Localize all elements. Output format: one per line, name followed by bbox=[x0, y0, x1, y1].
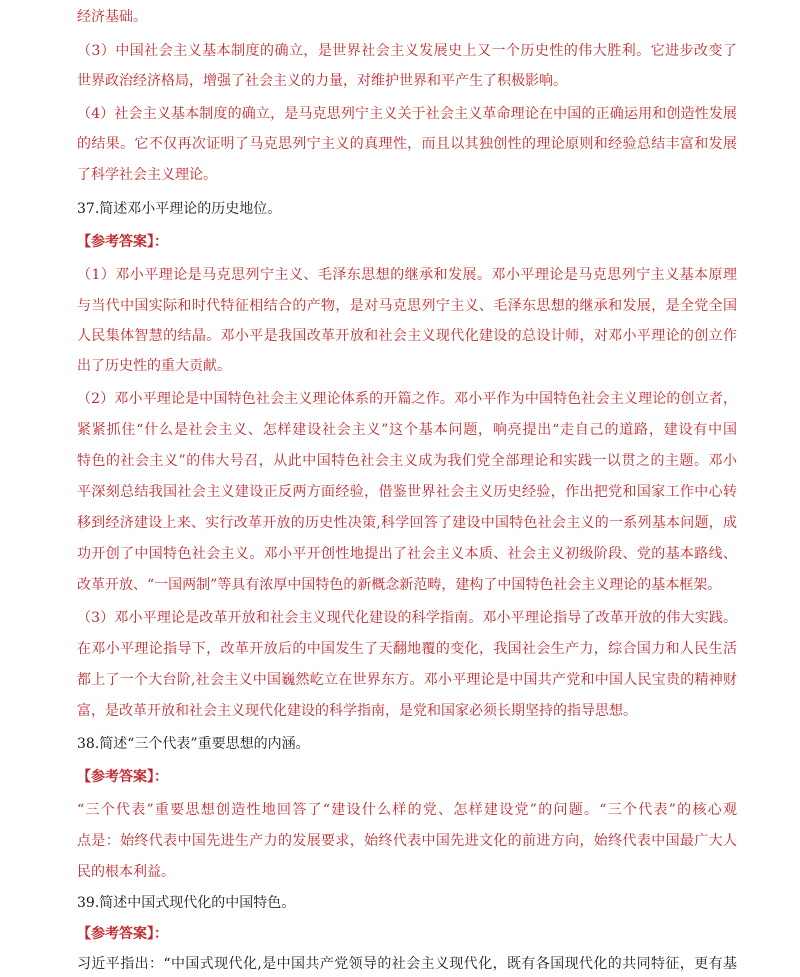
answer-line: （2）邓小平理论是中国特色社会主义理论体系的开篇之作。邓小平作为中国特色社会主义理论的创立者， bbox=[77, 391, 737, 407]
answer-line: 的结果。它不仅再次证明了马克思列宁主义的真理性，而且以其独创性的理论原则和经验总结丰富和发展 bbox=[77, 136, 737, 152]
answer-line: 移到经济建设上来、实行改革开放的历史性决策,科学回答了建设中国特色社会主义的一系列基本问题，成 bbox=[77, 515, 737, 531]
answer-line: 人民集体智慧的结晶。邓小平是我国改革开放和社会主义现代化建设的总设计师，对邓小平理论的创立作 bbox=[77, 328, 737, 344]
answer-label: 【参考答案】： bbox=[77, 769, 168, 785]
answer-line: （3）中国社会主义基本制度的确立，是世界社会主义发展史上又一个历史性的伟大胜利。它进步改变了 bbox=[77, 43, 737, 59]
answer-line: 民的根本利益。 bbox=[77, 864, 175, 880]
answer-line: 世界政治经济格局，增强了社会主义的力量，对维护世界和平产生了积极影响。 bbox=[77, 73, 567, 89]
answer-line: “三个代表”重要思想创造性地回答了“建设什么样的党、怎样建设党”的问题。“三个代表”的核心观 bbox=[77, 802, 737, 818]
question-37: 37.简述邓小平理论的历史地位。 bbox=[77, 201, 282, 217]
answer-line: 与当代中国实际和时代特征相结合的产物，是对马克思列宁主义、毛泽东思想的继承和发展，是全党全国 bbox=[77, 298, 737, 314]
answer-line: 特色的社会主义”的伟大号召，从此中国特色社会主义成为我们党全部理论和实践一以贯之的主题。邓小 bbox=[77, 453, 737, 469]
answer-line: 了科学社会主义理论。 bbox=[77, 167, 217, 183]
answer-line: 紧紧抓住“什么是社会主义、怎样建设社会主义”这个基本问题，响亮提出“走自己的道路，建设有中国 bbox=[77, 422, 737, 438]
answer-line: （1）邓小平理论是马克思列宁主义、毛泽东思想的继承和发展。邓小平理论是马克思列宁主义基本原理 bbox=[77, 267, 737, 283]
answer-line: 出了历史性的重大贡献。 bbox=[77, 358, 231, 374]
answer-line: 改革开放、“一国两制”等具有浓厚中国特色的新概念新范畴，建构了中国特色社会主义理论的基本框架。 bbox=[77, 577, 722, 593]
answer-line: 点是：始终代表中国先进生产力的发展要求，始终代表中国先进文化的前进方向，始终代表中国最广大人 bbox=[77, 833, 737, 849]
question-39: 39.简述中国式现代化的中国特色。 bbox=[77, 895, 296, 911]
answer-line: 都上了一个大台阶,社会主义中国巍然屹立在世界东方。邓小平理论是中国共产党和中国人民宝贵的精神财 bbox=[77, 672, 737, 688]
answer-label: 【参考答案】： bbox=[77, 926, 168, 942]
answer-line: 平深刻总结我国社会主义建设正反两方面经验，借鉴世界社会主义历史经验，作出把党和国家工作中心转 bbox=[77, 484, 737, 500]
answer-line: （3）邓小平理论是改革开放和社会主义现代化建设的科学指南。邓小平理论指导了改革开放的伟大实践。 bbox=[77, 610, 737, 626]
answer-line: 经济基础。 bbox=[77, 9, 147, 25]
answer-line: 在邓小平理论指导下，改革开放后的中国发生了天翻地覆的变化，我国社会生产力，综合国力和人民生活 bbox=[77, 641, 737, 657]
answer-line: 富，是改革开放和社会主义现代化建设的科学指南，是党和国家必须长期坚持的指导思想。 bbox=[77, 703, 637, 719]
answer-line: 习近平指出：“中国式现代化,是中国共产党领导的社会主义现代化，既有各国现代化的共同特征，更有基 bbox=[77, 956, 737, 972]
answer-line: 功开创了中国特色社会主义。邓小平开创性地提出了社会主义本质、社会主义初级阶段、党的基本路线、 bbox=[77, 546, 737, 562]
question-38: 38.简述“三个代表”重要思想的内涵。 bbox=[77, 736, 310, 752]
answer-line: （4）社会主义基本制度的确立，是马克思列宁主义关于社会主义革命理论在中国的正确运用和创造性发展 bbox=[77, 106, 737, 122]
answer-label: 【参考答案】： bbox=[77, 234, 168, 250]
